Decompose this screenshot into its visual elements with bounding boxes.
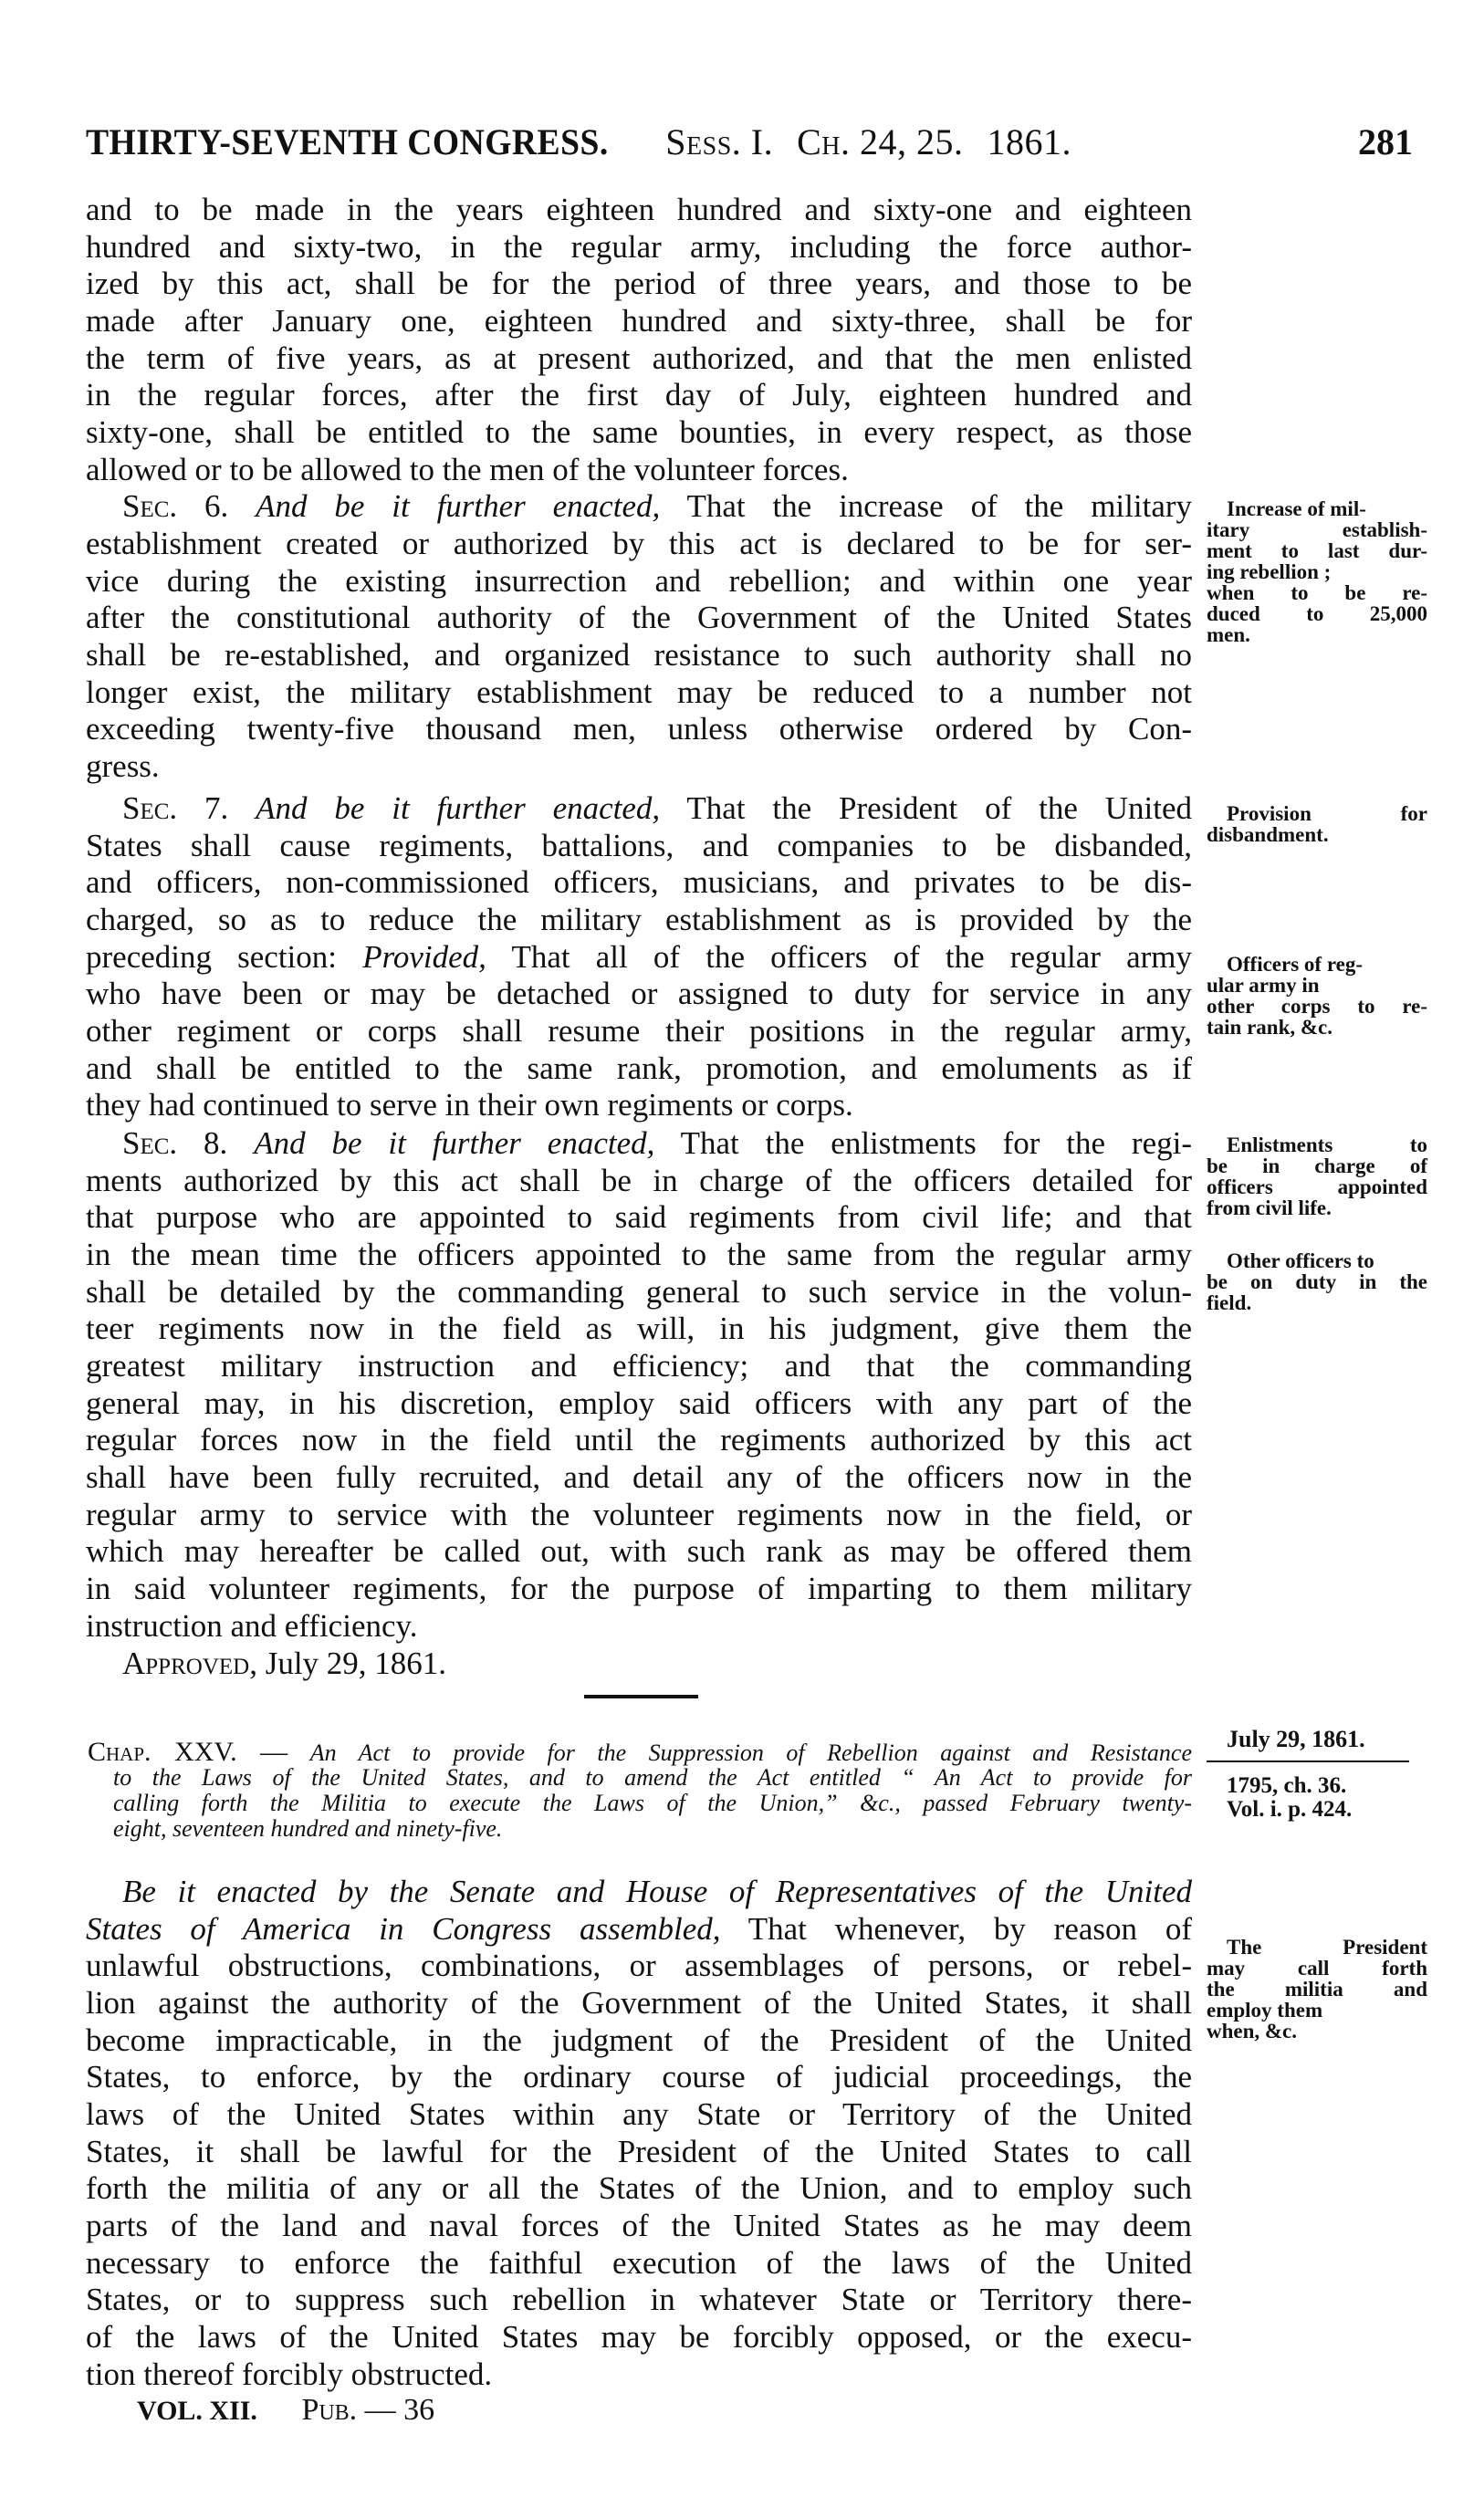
text-line: which may hereafter be called out, with such rank as may be offered them (86, 1533, 1192, 1569)
note-line: July 29, 1861. (1227, 1726, 1365, 1752)
note-line: duced to 25,000 (1207, 602, 1427, 625)
chapter-title-line (88, 1737, 1193, 1767)
note-line: Enlistments to (1227, 1134, 1427, 1156)
note-line: when to be re- (1207, 581, 1427, 604)
note-line: employ them (1207, 1999, 1323, 2022)
section-7-first-line (122, 790, 1192, 827)
text-line: States shall cause regiments, battalions, and companies to be disbanded, (86, 828, 1192, 863)
chapter-title-line: to the Laws of the United States, and to amend the Act entitled “ An Act to provide for (113, 1764, 1192, 1791)
text-line: tion thereof forcibly obstructed. (86, 2356, 493, 2392)
text-line: made after January one, eighteen hundred and sixty-three, shall be for (86, 303, 1192, 339)
note-line: ment to last dur- (1207, 539, 1427, 562)
chapter-label: Chap. XXV. — (88, 1737, 288, 1767)
session-label: Sess. I. (665, 121, 774, 162)
text-line: unlawful obstructions, combinations, or assemblages of persons, or rebel- (86, 1948, 1192, 1983)
note-line: other corps to re- (1207, 995, 1427, 1018)
text-line: parts of the land and naval forces of the United States as he may deem (86, 2208, 1192, 2243)
margin-note-increase (1207, 498, 1427, 645)
text-line: in the regular forces, after the first day of July, eighteen hundred and (86, 377, 1192, 413)
text-line: gress. (86, 748, 160, 784)
text-line: longer exist, the military establishment may be reduced to a number not (86, 674, 1192, 710)
text-line: forth the militia of any or all the States of the Union, and to employ such (86, 2170, 1192, 2206)
margin-rule (1207, 1761, 1409, 1762)
note-line: officers appointed (1207, 1175, 1427, 1198)
separator-rule (584, 1695, 698, 1698)
text-line: greatest military instruction and efficiency; and that the commanding (86, 1348, 1192, 1384)
text-line: general may, in his discretion, employ said officers with any part of the (86, 1385, 1192, 1421)
margin-note-enlistments (1207, 1134, 1427, 1218)
text-line: vice during the existing insurrection and rebellion; and within one year (86, 563, 1192, 599)
text-line: exceeding twenty-five thousand men, unless otherwise ordered by Con- (86, 711, 1192, 747)
signature-footer (137, 2393, 434, 2428)
text-line: they had continued to serve in their own regiments or corps. (86, 1087, 853, 1123)
text-line: in the mean time the officers appointed to the same from the regular army (86, 1237, 1192, 1272)
enacting-clause-line: Be it enacted by the Senate and House of Representatives of the United (122, 1874, 1192, 1909)
section-label: Sec. 7. (122, 790, 229, 826)
chapter-title-line: eight, seventeen hundred and ninety-five. (113, 1815, 503, 1842)
margin-note-president-militia (1207, 1937, 1427, 2042)
note-line: tain rank, &c. (1207, 1016, 1332, 1039)
text-line: shall be re-established, and organized resistance to such authority shall no (86, 637, 1192, 673)
chapter-title-text: An Act to provide for the Suppression of Rebellion against and Resistance (309, 1740, 1193, 1766)
text-line: who have been or may be detached or assigned to duty for service in any (86, 976, 1192, 1011)
note-line: itary establish- (1207, 518, 1427, 541)
text-line: and officers, non-commissioned officers, musicians, and privates to be dis- (86, 864, 1192, 900)
note-line: ular army in (1207, 974, 1320, 997)
year-label: 1861. (987, 121, 1072, 162)
text-line: other regiment or corps shall resume their positions in the regular army, (86, 1013, 1192, 1049)
text-line: regular forces now in the field until the regiments authorized by this act (86, 1422, 1192, 1458)
approved-date: July 29, 1861. (265, 1646, 447, 1681)
enacting-clause-line (86, 1911, 1192, 1948)
text-line: and shall be entitled to the same rank, promotion, and emoluments as if (86, 1050, 1192, 1086)
text-line: establishment created or authorized by this act is declared to be for ser- (86, 526, 1192, 561)
text-line: the term of five years, as at present authorized, and that the men enlisted (86, 340, 1192, 376)
section-label: Sec. 6. (122, 488, 229, 524)
note-line: may call forth (1207, 1957, 1427, 1980)
text-run: That whenever, by reason of (747, 1911, 1192, 1947)
volume-label: VOL. XII. (137, 2396, 257, 2426)
enacting-clause: States of America in Congress assembled, (86, 1911, 721, 1947)
enacting-clause: And be it further enacted, (256, 790, 661, 826)
note-line: 1795, ch. 36. (1227, 1773, 1347, 1798)
text-run: That all of the officers of the regular army (511, 939, 1192, 975)
note-line: Other officers to (1227, 1249, 1374, 1272)
text-line: of the laws of the United States may be forcibly opposed, or the execu- (86, 2319, 1192, 2355)
page-number: 281 (1358, 121, 1413, 162)
chapter-label: Ch. 24, 25. (797, 121, 964, 162)
provided-clause: Provided, (362, 939, 486, 975)
text-line: laws of the United States within any State or Territory of the United (86, 2096, 1192, 2132)
text-line: shall be detailed by the commanding general to such service in the volun- (86, 1274, 1192, 1310)
text-line-provided (86, 939, 1192, 976)
text-line: hundred and sixty-two, in the regular army, including the force author- (86, 229, 1192, 265)
note-line: Provision for (1227, 802, 1427, 825)
section-8-first-line (122, 1125, 1192, 1162)
enacting-clause: And be it further enacted, (256, 488, 661, 524)
note-line: from civil life. (1207, 1196, 1332, 1219)
text-line: allowed or to be allowed to the men of the volunteer forces. (86, 452, 849, 487)
text-line: sixty-one, shall be entitled to the same bounties, in every respect, as those (86, 414, 1192, 450)
text-line: States, to enforce, by the ordinary course of judicial proceedings, the (86, 2059, 1192, 2095)
text-line: ized by this act, shall be for the period of three years, and those to be (86, 266, 1192, 301)
text-line: teer regiments now in the field as will, in his judgment, give them the (86, 1311, 1192, 1346)
text-line: instruction and efficiency. (86, 1608, 418, 1644)
note-line: Officers of reg- (1227, 953, 1363, 976)
text-line: necessary to enforce the faithful execution of the laws of the United (86, 2245, 1192, 2281)
note-line: disbandment. (1207, 823, 1329, 846)
section-label: Sec. 8. (122, 1125, 228, 1161)
text-line: lion against the authority of the Government of the United States, it shall (86, 1985, 1192, 2021)
running-header (86, 120, 1199, 163)
note-line: be in charge of (1207, 1155, 1427, 1177)
text-line: charged, so as to reduce the military establishment as is provided by the (86, 902, 1192, 937)
text-line: ments authorized by this act shall be in charge of the officers detailed for (86, 1163, 1192, 1198)
note-line: be on duty in the (1207, 1270, 1427, 1293)
chapter-title-line: calling forth the Militia to execute the Laws of the Union,” &c., passed February twenty- (113, 1790, 1192, 1816)
note-line: Increase of mil- (1227, 497, 1366, 520)
approved-line (122, 1646, 1192, 1682)
text-line: regular army to service with the volunteer regiments now in the field, or (86, 1497, 1192, 1532)
note-line: ing rebellion ; (1207, 560, 1332, 583)
note-line: The President (1227, 1936, 1427, 1959)
margin-note-disbandment (1207, 803, 1427, 845)
margin-note-date (1207, 1727, 1427, 1752)
text-line: in said volunteer regiments, for the purpose of imparting to them military (86, 1571, 1192, 1606)
text-run: preceding section: (86, 939, 338, 975)
note-line: field. (1207, 1291, 1252, 1314)
note-line: when, &c. (1207, 2020, 1298, 2043)
text-line: States, it shall be lawful for the President of the United States to call (86, 2134, 1192, 2169)
text-line: that purpose who are appointed to said regiments from civil life; and that (86, 1199, 1192, 1235)
margin-note-officers-rank (1207, 954, 1427, 1038)
text-run: That the enlistments for the regi- (680, 1125, 1192, 1161)
text-line: after the constitutional authority of the Government of the United States (86, 600, 1192, 635)
text-run: That the increase of the military (686, 488, 1193, 524)
approved-label: Approved, (122, 1646, 257, 1681)
text-run: That the President of the United (686, 790, 1192, 826)
margin-note-citation (1207, 1774, 1427, 1822)
enacting-clause: And be it further enacted, (254, 1125, 655, 1161)
text-line: States, or to suppress such rebellion in whatever State or Territory there- (86, 2282, 1192, 2317)
margin-note-other-officers (1207, 1250, 1427, 1313)
text-line: and to be made in the years eighteen hundred and sixty-one and eighteen (86, 192, 1192, 227)
congress-title: THIRTY-SEVENTH CONGRESS. (86, 121, 609, 162)
text-line: shall have been fully recruited, and detail any of the officers now in the (86, 1459, 1192, 1495)
note-line: men. (1207, 623, 1250, 646)
pub-label: Pub. — 36 (301, 2393, 435, 2427)
section-6-first-line (122, 488, 1192, 525)
note-line: the militia and (1207, 1978, 1427, 2001)
text-line: become impracticable, in the judgment of the President of the United (86, 2022, 1192, 2058)
note-line: Vol. i. p. 424. (1227, 1797, 1353, 1822)
